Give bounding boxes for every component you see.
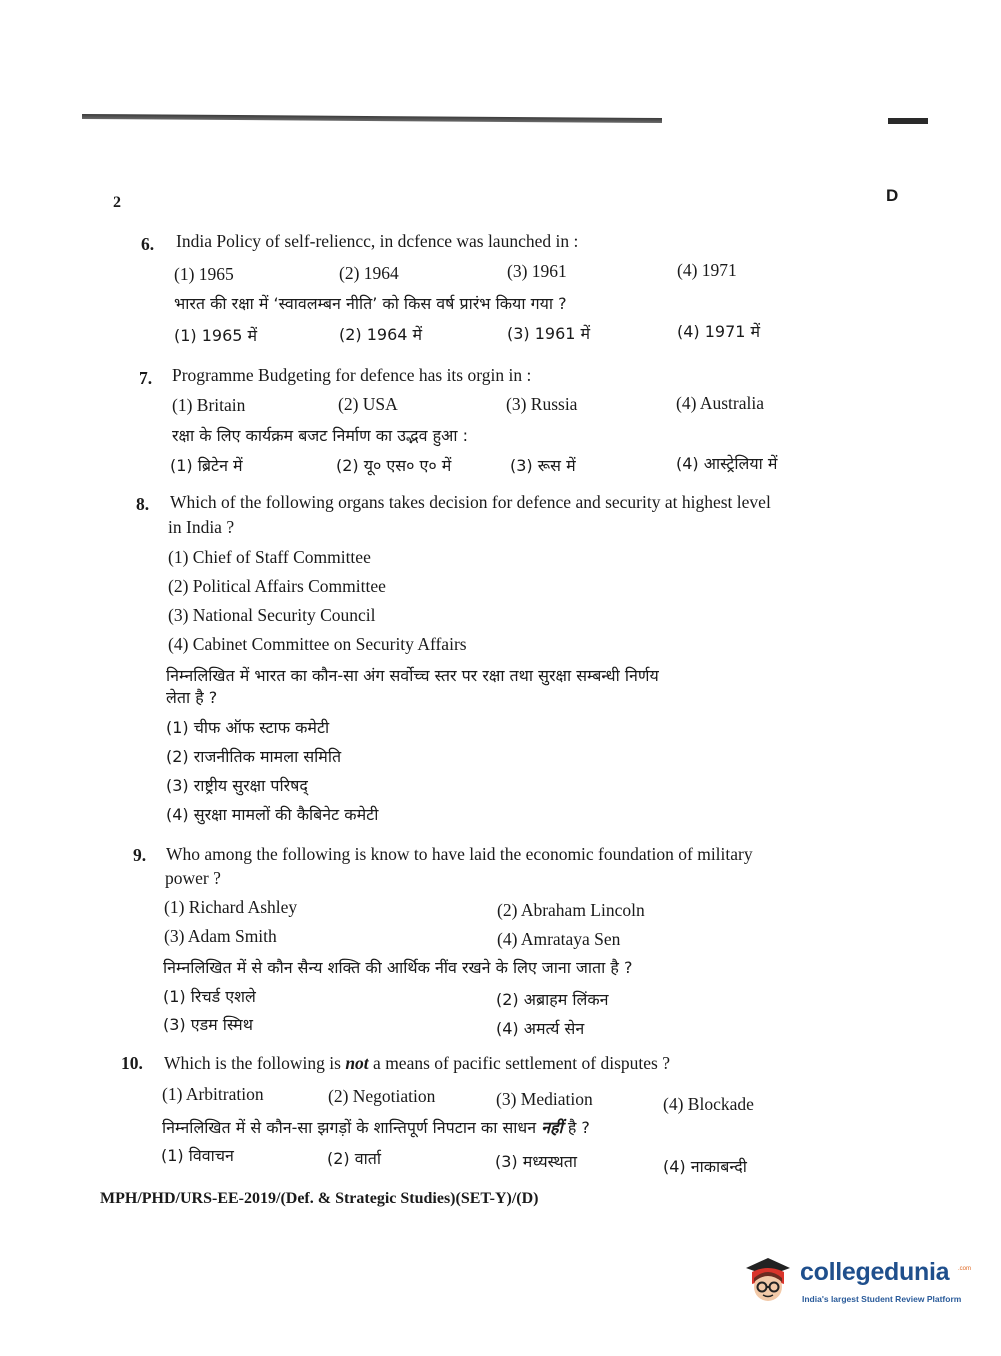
option-1-en: (1) Arbitration [162,1084,264,1104]
text-post: है ? [562,1118,590,1137]
option-3-hi: (3) 1961 में [507,324,591,343]
question-number: 7. [139,368,153,388]
option-4-en: (4) Amrataya Sen [497,929,621,949]
question-number: 10. [121,1053,143,1073]
question-text-hi [162,1116,590,1138]
option-1-hi: (1) चीफ ऑफ स्टाफ कमेटी [166,718,330,737]
option-3-hi: (3) मध्यस्थता [495,1152,578,1171]
option-1-en: (1) Britain [172,395,246,415]
page-rule [82,114,662,123]
option-4-en: (4) 1971 [677,260,737,280]
option-3-hi: (3) राष्ट्रीय सुरक्षा परिषद् [166,776,308,795]
option-4-en: (4) Australia [676,393,764,413]
option-2-hi: (2) 1964 में [339,325,423,344]
question-text-en: India Policy of self-reliencc, in dcfence was launched in : [176,231,579,251]
mascot-icon [742,1254,794,1306]
option-2-en: (2) 1964 [339,263,399,283]
text-pre: निम्नलिखित में से कौन-सा झगड़ों के शान्तिपूर्ण निपटान का साधन [162,1118,542,1137]
page-number: 2 [113,194,121,211]
option-3-hi: (3) रूस में [510,456,576,475]
collegedunia-logo[interactable] [742,1252,972,1312]
text-emphasis: not [345,1053,369,1073]
page-rule-right [888,118,928,124]
option-2-hi: (2) अब्राहम लिंकन [496,990,609,1009]
option-2-en: (2) USA [338,394,398,414]
option-1-en: (1) Richard Ashley [164,897,298,917]
option-2-en: (2) Abraham Lincoln [497,900,645,920]
text-emphasis: नहीं [541,1118,563,1137]
question-text-en [164,1053,670,1074]
text-post: a means of pacific settlement of disputes ? [368,1053,670,1073]
option-4-en: (4) Cabinet Committee on Security Affairs [168,634,467,654]
option-3-en: (3) 1961 [507,261,567,281]
question-text-hi: रक्षा के लिए कार्यक्रम बजट निर्माण का उद्भव हुआ : [172,426,468,445]
option-1-hi: (1) ब्रिटेन में [170,456,243,475]
option-4-en: (4) Blockade [663,1094,754,1114]
footer-code: MPH/PHD/URS-EE-2019/(Def. & Strategic Studies)(SET-Y)/(D) [100,1190,539,1207]
text-pre: Which is the following is [164,1053,346,1073]
question-text-en-cont: in India ? [168,517,235,537]
question-number: 8. [136,494,150,514]
option-1-hi: (1) 1965 में [174,326,258,345]
option-4-hi: (4) अमर्त्य सेन [496,1019,585,1038]
option-3-en: (3) Adam Smith [164,926,277,946]
option-1-en: (1) Chief of Staff Committee [168,547,371,567]
option-2-en: (2) Negotiation [328,1086,436,1106]
logo-suffix: .com [958,1266,972,1272]
set-code: D [886,186,899,205]
option-2-hi: (2) यू० एस० ए० में [336,456,452,475]
option-4-hi: (4) सुरक्षा मामलों की कैबिनेट कमेटी [166,805,379,824]
option-4-hi: (4) आस्ट्रेलिया में [676,454,778,473]
question-text-hi: भारत की रक्षा में ‘स्वावलम्बन नीति’ को किस वर्ष प्रारंभ किया गया ? [174,294,567,313]
option-3-en: (3) Mediation [496,1089,593,1109]
question-number: 6. [141,234,155,254]
option-1-en: (1) 1965 [174,264,234,284]
option-4-hi: (4) नाकाबन्दी [663,1157,747,1176]
question-text-en: Who among the following is know to have laid the economic foundation of military [166,844,753,864]
question-text-hi-cont: लेता है ? [166,688,218,707]
option-1-hi: (1) विवाचन [161,1146,234,1165]
option-3-en: (3) Russia [506,394,578,414]
option-2-hi: (2) वार्ता [327,1149,382,1168]
option-2-en: (2) Political Affairs Committee [168,576,386,596]
question-text-en: Programme Budgeting for defence has its orgin in : [172,365,532,385]
option-3-en: (3) National Security Council [168,605,376,625]
logo-tagline: India's largest Student Review Platform [802,1294,962,1304]
option-3-hi: (3) एडम स्मिथ [163,1015,253,1034]
option-4-hi: (4) 1971 में [677,322,761,341]
question-number: 9. [133,845,147,865]
option-2-hi: (2) राजनीतिक मामला समिति [166,747,342,766]
logo-name: collegedunia [800,1258,950,1286]
question-text-en: Which of the following organs takes decision for defence and security at highest level [170,492,771,512]
question-text-hi: निम्नलिखित में भारत का कौन-सा अंग सर्वोच्च स्तर पर रक्षा तथा सुरक्षा सम्बन्धी निर्णय [166,666,659,685]
question-text-hi: निम्नलिखित में से कौन सैन्य शक्ति की आर्थिक नींव रखने के लिए जाना जाता है ? [163,958,633,977]
question-text-en-cont: power ? [165,868,221,888]
option-1-hi: (1) रिचर्ड एशले [163,987,256,1006]
